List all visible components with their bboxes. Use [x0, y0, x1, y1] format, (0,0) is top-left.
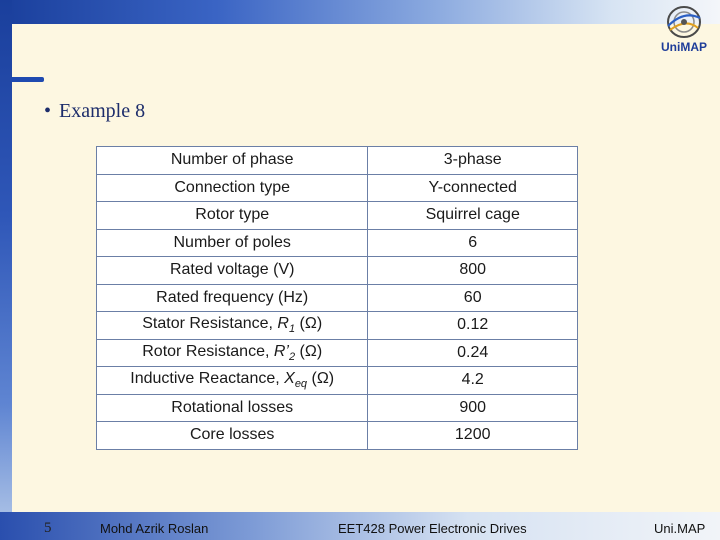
parameter-symbol: R’	[273, 342, 289, 360]
parameter-label: Rotor Resistance,	[142, 342, 274, 360]
footer-author: Mohd Azrik Roslan	[100, 521, 209, 536]
value-cell: 3-phase	[368, 147, 578, 175]
parameter-label: Inductive Reactance,	[130, 370, 285, 388]
value-cell: 0.24	[368, 339, 578, 367]
parameter-unit: (Ω)	[295, 342, 323, 360]
footer-course: EET428 Power Electronic Drives	[338, 521, 527, 536]
table-row	[97, 202, 578, 230]
parameter-cell: Rated frequency (Hz)	[97, 284, 368, 312]
value-cell: 0.12	[368, 312, 578, 340]
parameter-cell	[97, 367, 368, 395]
table-row	[97, 312, 578, 340]
parameter-cell	[97, 339, 368, 367]
parameter-cell	[97, 312, 368, 340]
table-row	[97, 147, 578, 175]
table-row	[97, 367, 578, 395]
parameter-label: Stator Resistance,	[142, 315, 278, 333]
parameter-cell: Number of poles	[97, 229, 368, 257]
parameter-unit: (Ω)	[295, 315, 323, 333]
parameter-symbol: X	[284, 370, 295, 388]
title-accent-bar	[10, 77, 44, 82]
page-number: 5	[44, 520, 52, 536]
table-row	[97, 257, 578, 285]
slide-title-text: Example 8	[59, 100, 146, 122]
parameter-subscript: 2	[288, 350, 296, 363]
parameter-subscript: 1	[288, 323, 296, 336]
parameter-unit: (Ω)	[307, 370, 335, 388]
logo-wordmark: UniMAP	[661, 40, 707, 54]
value-cell: Squirrel cage	[368, 202, 578, 230]
unimap-logo	[656, 4, 712, 62]
parameter-cell: Rotational losses	[97, 394, 368, 422]
value-cell: 900	[368, 394, 578, 422]
table-row	[97, 284, 578, 312]
table-row	[97, 422, 578, 450]
parameter-cell: Rotor type	[97, 202, 368, 230]
parameter-symbol: R	[277, 315, 289, 333]
parameter-subscript: eq	[294, 378, 308, 391]
table-row	[97, 174, 578, 202]
value-cell: Y-connected	[368, 174, 578, 202]
footer-organization: Uni.MAP	[654, 521, 706, 536]
title-bullet: •	[44, 100, 52, 122]
slide-title	[44, 100, 145, 123]
value-cell: 6	[368, 229, 578, 257]
parameter-cell: Connection type	[97, 174, 368, 202]
value-cell: 60	[368, 284, 578, 312]
value-cell: 4.2	[368, 367, 578, 395]
parameter-cell: Rated voltage (V)	[97, 257, 368, 285]
globe-emblem-icon	[656, 4, 712, 44]
table-row	[97, 229, 578, 257]
table-row	[97, 394, 578, 422]
value-cell: 800	[368, 257, 578, 285]
parameter-cell: Number of phase	[97, 147, 368, 175]
top-header-band	[0, 0, 720, 24]
table-row	[97, 339, 578, 367]
parameter-cell: Core losses	[97, 422, 368, 450]
motor-parameters-table	[96, 146, 578, 450]
value-cell: 1200	[368, 422, 578, 450]
